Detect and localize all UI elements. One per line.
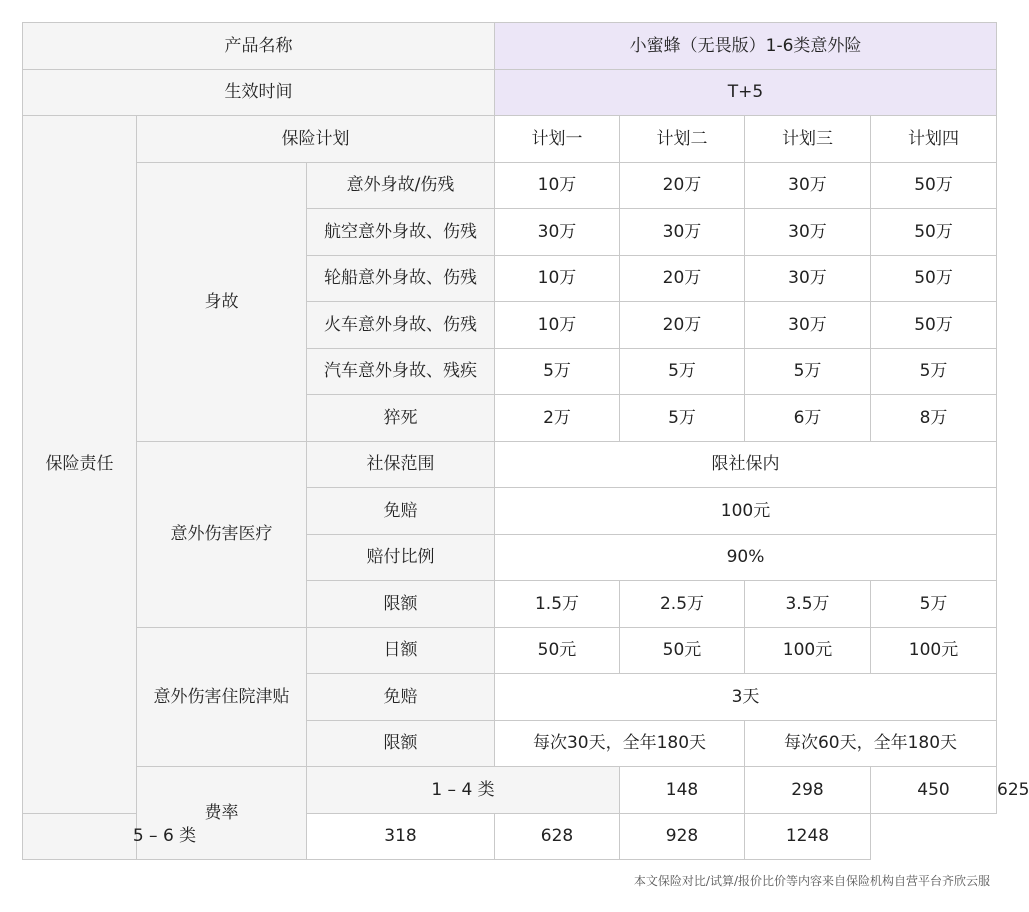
plan-header: 计划三 — [745, 116, 871, 163]
table-cell: 100元 — [745, 627, 871, 674]
table-cell: 628 — [495, 813, 620, 860]
plan-label: 保险计划 — [137, 116, 495, 163]
table-cell: 5万 — [620, 348, 745, 395]
table-cell: 50元 — [495, 627, 620, 674]
table-cell: 450 — [871, 767, 997, 814]
table-cell: 928 — [620, 813, 745, 860]
coverage-label: 保险责任 — [23, 116, 137, 814]
death-item-label: 汽车意外身故、残疾 — [307, 348, 495, 395]
medical-scope-value: 限社保内 — [495, 441, 997, 488]
death-item-label: 猝死 — [307, 395, 495, 442]
medical-group-label: 意外伤害医疗 — [137, 441, 307, 627]
table-cell: 5万 — [745, 348, 871, 395]
rates-label: 费率 — [137, 767, 307, 860]
hospital-group-label: 意外伤害住院津贴 — [137, 627, 307, 767]
table-cell: 20万 — [620, 162, 745, 209]
table-cell: 8万 — [871, 395, 997, 442]
table-cell: 318 — [307, 813, 495, 860]
hospital-limit-label: 限额 — [307, 720, 495, 767]
hospital-deductible-value: 3天 — [495, 674, 997, 721]
table-row — [23, 441, 997, 488]
table-cell: 30万 — [745, 162, 871, 209]
medical-ratio-value: 90% — [495, 534, 997, 581]
table-cell: 50万 — [871, 209, 997, 256]
table-row — [23, 627, 997, 674]
table-cell: 2.5万 — [620, 581, 745, 628]
rate-class-label: 5 – 6 类 — [23, 813, 307, 860]
medical-scope-label: 社保范围 — [307, 441, 495, 488]
table-cell: 6万 — [745, 395, 871, 442]
table-cell: 5万 — [495, 348, 620, 395]
table-cell: 50元 — [620, 627, 745, 674]
table-cell: 50万 — [871, 302, 997, 349]
table-cell: 148 — [620, 767, 745, 814]
table-cell: 100元 — [871, 627, 997, 674]
table-cell: 10万 — [495, 162, 620, 209]
death-item-label: 轮船意外身故、伤残 — [307, 255, 495, 302]
product-label: 产品名称 — [23, 23, 495, 70]
rate-row: 费率 1 – 4 类 148 298 450 625 — [23, 767, 997, 814]
table-cell: 2万 — [495, 395, 620, 442]
death-item-label: 火车意外身故、伤残 — [307, 302, 495, 349]
insurance-table — [22, 22, 1029, 860]
product-row — [23, 23, 997, 70]
table-cell: 1248 — [745, 813, 871, 860]
plan-header-row — [23, 116, 997, 163]
medical-ratio-label: 赔付比例 — [307, 534, 495, 581]
table-cell: 30万 — [745, 209, 871, 256]
medical-deductible-label: 免赔 — [307, 488, 495, 535]
death-item-label: 航空意外身故、伤残 — [307, 209, 495, 256]
table-cell: 5万 — [620, 395, 745, 442]
table-cell: 1.5万 — [495, 581, 620, 628]
table-cell: 10万 — [495, 302, 620, 349]
medical-limit-label: 限额 — [307, 581, 495, 628]
death-item-label: 意外身故/伤残 — [307, 162, 495, 209]
table-cell: 每次30天，全年180天 — [495, 720, 745, 767]
plan-header: 计划四 — [871, 116, 997, 163]
table-cell: 298 — [745, 767, 871, 814]
product-value: 小蜜蜂（无畏版）1-6类意外险 — [495, 23, 997, 70]
table-cell: 30万 — [745, 302, 871, 349]
table-cell: 3.5万 — [745, 581, 871, 628]
medical-deductible-value: 100元 — [495, 488, 997, 535]
table-cell: 每次60天，全年180天 — [745, 720, 997, 767]
death-group-label: 身故 — [137, 162, 307, 441]
table-cell: 20万 — [620, 302, 745, 349]
footnote: 本文保险对比/试算/报价比价等内容来自保险机构自营平台齐欣云服 — [633, 874, 990, 888]
table-cell: 30万 — [620, 209, 745, 256]
rate-class-label: 1 – 4 类 — [307, 767, 620, 814]
table-cell: 30万 — [745, 255, 871, 302]
table-cell: 5万 — [871, 581, 997, 628]
effective-value: T+5 — [495, 69, 997, 116]
table-cell: 50万 — [871, 255, 997, 302]
plan-header: 计划二 — [620, 116, 745, 163]
rate-row — [23, 813, 997, 860]
effective-row — [23, 69, 997, 116]
table-cell: 20万 — [620, 255, 745, 302]
table-row — [23, 162, 997, 209]
table-cell: 5万 — [871, 348, 997, 395]
hospital-daily-label: 日额 — [307, 627, 495, 674]
hospital-deductible-label: 免赔 — [307, 674, 495, 721]
table-cell: 50万 — [871, 162, 997, 209]
plan-header: 计划一 — [495, 116, 620, 163]
effective-label: 生效时间 — [23, 69, 495, 116]
table-cell: 30万 — [495, 209, 620, 256]
table-cell: 10万 — [495, 255, 620, 302]
